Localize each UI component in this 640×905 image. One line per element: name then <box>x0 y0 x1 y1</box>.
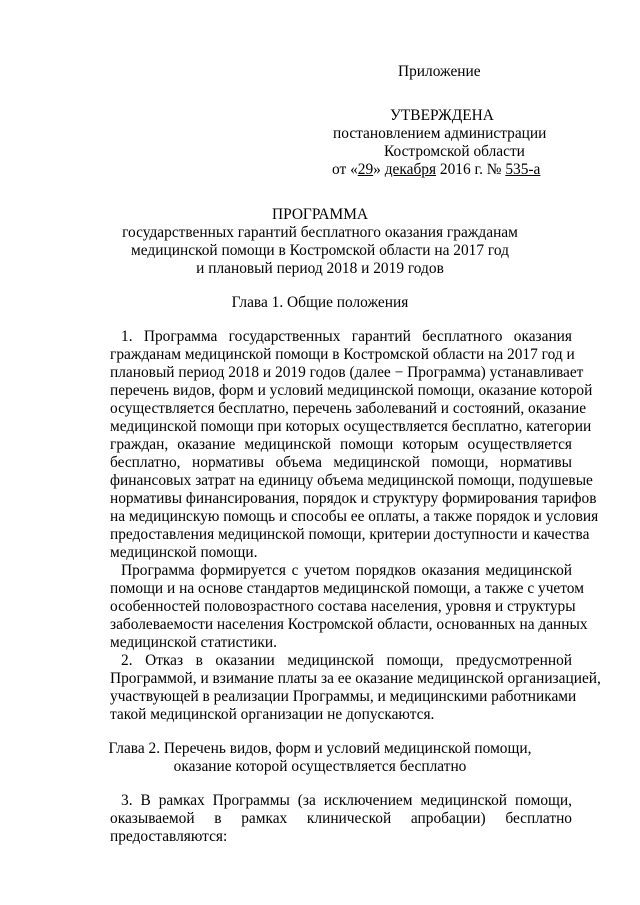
body-line: особенностей половозрастного состава населения, уровня и структуры <box>110 598 576 615</box>
chapter1-heading: Глава 1. Общие положения <box>231 294 409 311</box>
body-line: предоставляются: <box>110 828 228 845</box>
body-line: 1. Программа государственных гарантий бесплатного оказания <box>121 328 572 345</box>
approval-date-line <box>332 161 540 179</box>
appendix-label: Приложение <box>398 63 481 80</box>
body-line: Программа формируется с учетом порядков оказания медицинской <box>121 562 572 579</box>
date-day: 29 <box>357 161 374 178</box>
body-line: Программой, и взимание платы за ее оказание медицинской организацией, <box>110 670 601 687</box>
doc-number: 535-а <box>505 161 541 178</box>
body-line: такой медицинской организации не допускаются. <box>110 706 435 723</box>
body-line: медицинской статистики. <box>110 634 277 651</box>
body-line: медицинской помощи. <box>110 544 258 561</box>
body-line: участвующей в реализации Программы, и медицинскими работниками <box>110 688 577 705</box>
body-line: на медицинскую помощь и способы ее оплаты, а также порядок и условия <box>110 508 599 525</box>
body-line: медицинской помощи при которых осуществляется бесплатно, категории <box>110 418 592 435</box>
date-prefix: от « <box>332 161 358 178</box>
program-subtitle-line1: государственных гарантий бесплатного оказания гражданам <box>122 224 518 241</box>
body-line: финансовых затрат на единицу объема медицинской помощи, подушевые <box>110 472 593 489</box>
body-line: плановый период 2018 и 2019 годов (далее − Программа) устанавливает <box>110 364 584 381</box>
body-line: граждан, оказание медицинской помощи которым осуществляется <box>110 436 572 453</box>
body-line: осуществляется бесплатно, перечень заболеваний и состояний, оказание <box>110 400 587 417</box>
body-line: оказываемой в рамках клинической апробации) бесплатно <box>110 810 572 827</box>
program-title: ПРОГРАММА <box>271 206 369 223</box>
chapter2-heading-line2: оказание которой осуществляется бесплатно <box>173 758 467 775</box>
approved-by-line2: Костромской области <box>384 143 525 160</box>
body-line: 2. Отказ в оказании медицинской помощи, предусмотренной <box>121 652 572 669</box>
approved-by-line1: постановлением администрации <box>333 125 547 142</box>
date-month: декабря <box>384 161 437 178</box>
program-subtitle-line2: медицинской помощи в Костромской области на 2017 год <box>131 242 509 259</box>
body-line: 3. В рамках Программы (за исключением медицинской помощи, <box>121 792 572 809</box>
approved-label: УТВЕРЖДЕНА <box>390 107 494 124</box>
body-line: помощи и на основе стандартов медицинской помощи, а также с учетом <box>110 580 584 597</box>
body-line: перечень видов, форм и условий медицинской помощи, оказание которой <box>110 382 593 399</box>
body-line: бесплатно, нормативы объема медицинской помощи, нормативы <box>110 454 572 471</box>
date-mid: » <box>373 161 385 178</box>
body-line: заболеваемости населения Костромской области, основанных на данных <box>110 616 588 633</box>
body-line: нормативы финансирования, порядок и структуру формирования тарифов <box>110 490 597 507</box>
program-subtitle-line3: и плановый период 2018 и 2019 годов <box>196 260 444 277</box>
chapter2-heading-line1: Глава 2. Перечень видов, форм и условий медицинской помощи, <box>108 740 532 757</box>
body-line: гражданам медицинской помощи в Костромской области на 2017 год и <box>110 346 575 363</box>
date-year: 2016 г. № <box>436 161 506 178</box>
body-line: предоставления медицинской помощи, критерии доступности и качества <box>110 526 590 543</box>
